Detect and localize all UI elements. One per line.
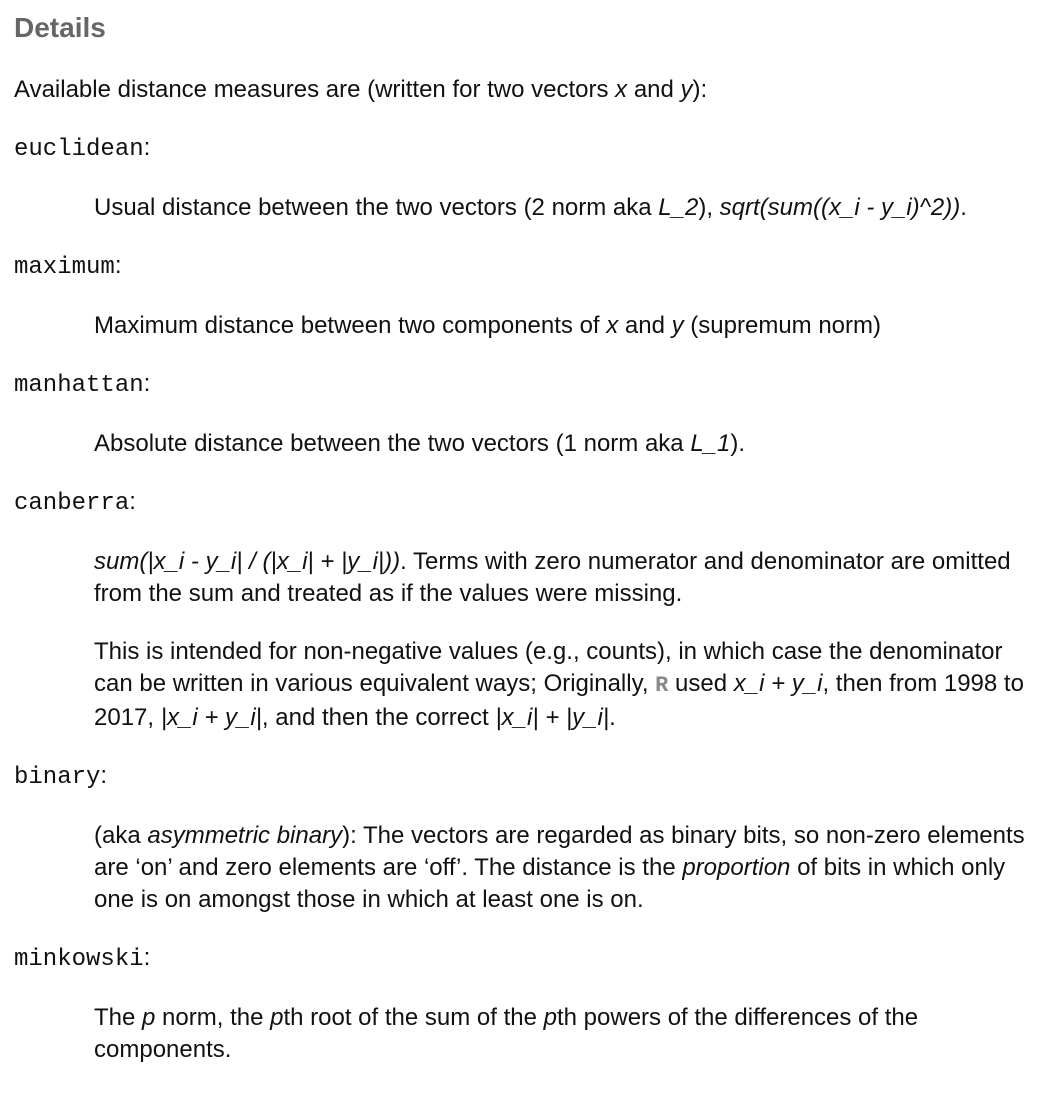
desc-minkowski [94, 1002, 1030, 1066]
var-x: x [606, 312, 619, 339]
term-colon: : [143, 370, 151, 397]
term-colon: : [114, 252, 122, 279]
desc-text: ): The vectors are regarded as binary bits, so non-zero elements are ‘on’ and zero elements are ‘off’. The distance is the [94, 822, 1025, 881]
desc-text: ), [698, 194, 720, 221]
var-p: p [142, 1004, 156, 1031]
term-binary [14, 760, 1030, 794]
intro-after: ): [692, 76, 708, 103]
term-colon: : [143, 944, 151, 971]
desc-maximum [94, 310, 1030, 342]
term-name: binary [14, 764, 101, 791]
term-manhattan [14, 368, 1030, 402]
math-formula: |x_i + y_i| [160, 704, 262, 731]
term-name: canberra [14, 490, 130, 517]
desc-paragraph [94, 192, 1030, 224]
intro-paragraph [14, 74, 1030, 106]
intro-text: Available distance measures are (written for two vectors [14, 76, 616, 103]
math-formula: x_i + y_i [733, 670, 823, 697]
desc-paragraph [94, 820, 1030, 916]
var-y: y [671, 312, 684, 339]
desc-text: Maximum distance between two components of [94, 312, 607, 339]
desc-text: and [618, 312, 672, 339]
var-x: x [615, 76, 628, 103]
term-colon: : [129, 488, 136, 515]
var-y: y [680, 76, 693, 103]
desc-binary [94, 820, 1030, 916]
desc-text: norm, the [155, 1004, 271, 1031]
desc-euclidean [94, 192, 1030, 224]
term-minkowski [14, 942, 1030, 976]
desc-canberra [94, 546, 1030, 734]
desc-text: . [609, 704, 616, 731]
desc-text: The [94, 1004, 143, 1031]
term-colon: : [100, 762, 108, 789]
r-logo: R [655, 673, 669, 698]
desc-manhattan [94, 428, 1030, 460]
term-canberra [14, 486, 1030, 520]
math-formula: |x_i| + |y_i| [495, 704, 610, 731]
desc-text: th root of the sum of the [283, 1004, 544, 1031]
desc-text: This is intended for non-negative values (e.g., counts), in which case the denominator can be written in various equivalent ways; Originally, [94, 638, 1003, 697]
term-colon: : [143, 134, 151, 161]
desc-paragraph [94, 428, 1030, 460]
desc-text: , then from 1998 to 2017, [94, 670, 1024, 731]
term-maximum [14, 250, 1030, 284]
math-formula: sum(|x_i - y_i| / (|x_i| + |y_i|)) [94, 548, 401, 575]
desc-text: (supremum norm) [683, 312, 882, 339]
math-formula: sqrt(sum((x_i - y_i)^2)) [719, 194, 961, 221]
intro-and: and [627, 76, 681, 103]
desc-text: ). [730, 430, 746, 457]
desc-text: th powers of the differences of the components. [94, 1004, 919, 1063]
desc-text: Absolute distance between the two vectors (1 norm aka [94, 430, 691, 457]
desc-text: , and then the correct [261, 704, 496, 731]
desc-text: Usual distance between the two vectors (2 norm aka [94, 194, 659, 221]
term-name: manhattan [14, 372, 144, 399]
math-l1: L_1 [690, 430, 731, 457]
desc-text: of bits in which only one is on amongst those in which at least one is on. [94, 854, 1006, 913]
desc-paragraph [94, 546, 1030, 610]
desc-paragraph [94, 1002, 1030, 1066]
term-name: euclidean [14, 136, 144, 163]
term-name: minkowski [14, 946, 144, 973]
desc-paragraph [94, 636, 1030, 734]
var-p: p [270, 1004, 284, 1031]
desc-text: (aka [94, 822, 148, 849]
emphasis-proportion: proportion [682, 854, 791, 881]
math-l2: L_2 [658, 194, 699, 221]
desc-text: . [960, 194, 967, 221]
section-heading: Details [14, 12, 106, 43]
term-name: maximum [14, 254, 115, 281]
var-p: p [543, 1004, 557, 1031]
desc-paragraph [94, 310, 1030, 342]
desc-text: used [668, 670, 734, 697]
desc-text: . Terms with zero numerator and denominator are omitted from the sum and treated as if the values were missing. [94, 548, 1011, 607]
emphasis-asymmetric-binary: asymmetric binary [147, 822, 343, 849]
term-euclidean [14, 132, 1030, 166]
